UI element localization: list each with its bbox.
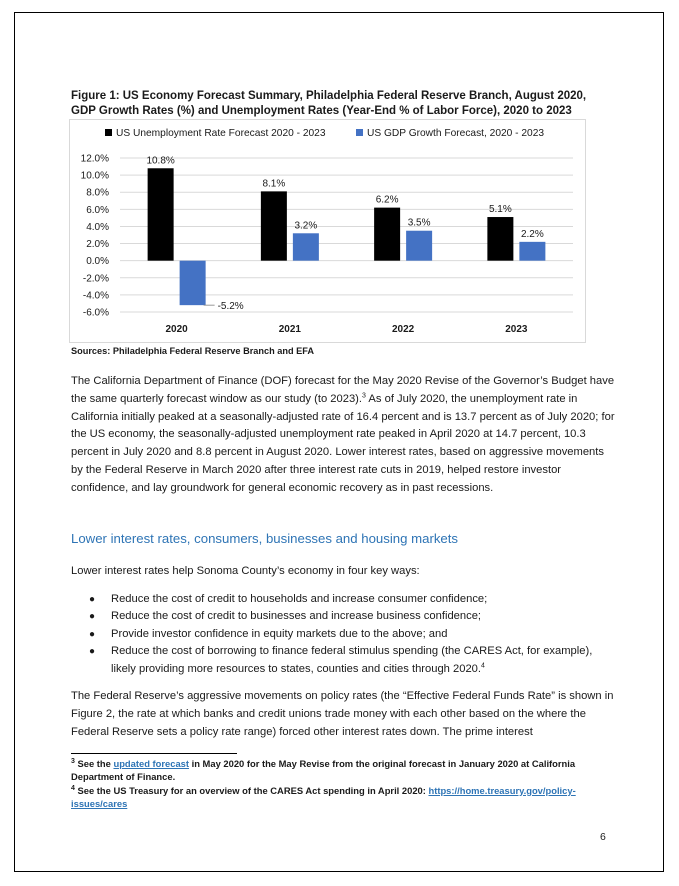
x-category-label: 2021 — [278, 324, 301, 335]
y-tick-label: -4.0% — [82, 290, 109, 302]
data-label: 10.8% — [146, 155, 175, 167]
data-label: 2.2% — [520, 228, 544, 240]
y-tick-label: 8.0% — [86, 187, 109, 199]
y-tick-label: 4.0% — [86, 221, 109, 233]
data-label: 3.5% — [407, 217, 431, 229]
chart-legend — [105, 128, 544, 139]
unemployment-bar — [487, 217, 513, 261]
chart-frame — [69, 119, 586, 343]
paragraph-dof-forecast — [71, 373, 616, 498]
y-tick-label: -2.0% — [82, 273, 109, 285]
figure-sources: Sources: Philadelphia Federal Reserve Branch and EFA — [71, 346, 315, 356]
paragraph-text: As of July 2020, the unemployment rate in California initially peaked at a seasonally-adjusted rate of 16.4 percent and is 13.7 percent as of July 2020; for the US economy, the seasonally-adjusted unemployment rate peaked in April 2020 at 14.7 percent, 10.3 percent in July 2020 and 8.8 percent in August 2020. Lower interest rates, based on aggressive movements by the Federal Reserve in March 2020 after three interest rate cuts in 2019, helped restore investor confidence, and lay groundwork for general economic recovery as in past recessions. — [71, 392, 615, 494]
y-tick-label: -6.0% — [82, 307, 109, 319]
data-label: 3.2% — [294, 220, 318, 232]
list-item-text: Reduce the cost of borrowing to finance federal stimulus spending (the CARES Act, for example), likely providing more resources to states, counties and cities through 2020. — [111, 645, 593, 675]
data-label: 6.2% — [375, 194, 399, 206]
page-number: 6 — [600, 831, 606, 843]
legend-label-unemployment: US Unemployment Rate Forecast 2020 - 2023 — [116, 128, 326, 139]
unemployment-bar — [261, 191, 287, 260]
bullet-icon: ● — [89, 611, 96, 623]
paragraph-federal-reserve: The Federal Reserve’s aggressive movements on policy rates (the “Effective Federal Funds Rate” is shown in Figure 2, the rate at which banks and credit unions trade money with each other based on the where the Federal Reserve sets a policy rate range) forced other interest rates down. The prime interest — [71, 690, 614, 738]
list-item — [89, 626, 619, 643]
paragraph-intro-ways: Lower interest rates help Sonoma County’s economy in four key ways: — [71, 565, 420, 577]
updated-forecast-link[interactable]: updated forecast — [113, 758, 190, 769]
data-label: -5.2% — [217, 301, 244, 313]
footnote-3 — [71, 757, 616, 784]
legend-swatch-gdp — [356, 129, 363, 136]
x-category-label: 2020 — [165, 324, 188, 335]
footnote-number: 4 — [71, 784, 75, 792]
list-item-text: Reduce the cost of credit to businesses and increase business confidence; — [111, 610, 482, 623]
y-tick-label: 12.0% — [80, 153, 109, 165]
gdp-bar — [406, 231, 432, 261]
bullet-icon: ● — [89, 594, 96, 605]
legend-label-gdp: US GDP Growth Forecast, 2020 - 2023 — [367, 128, 545, 139]
list-item-text: Reduce the cost of credit to households and increase consumer confidence; — [111, 593, 488, 605]
footnote-text: See the US Treasury for an overview of the CARES Act spending in April 2020: — [74, 784, 429, 796]
footnote-number: 3 — [71, 757, 75, 765]
footnotes — [71, 757, 616, 810]
list-item — [89, 591, 619, 608]
data-label: 5.1% — [488, 204, 512, 216]
treasury-cares-link[interactable]: https://home.treasury.gov/policy-issues/cares — [71, 784, 576, 809]
y-tick-label: 10.0% — [80, 170, 109, 182]
gdp-bar — [519, 242, 545, 261]
footnote-ref-3[interactable]: 3 — [362, 392, 366, 400]
bullet-icon: ● — [89, 646, 96, 658]
footnote-text: See the — [74, 758, 114, 769]
unemployment-bar — [148, 168, 174, 260]
unemployment-bar — [374, 208, 400, 261]
list-item-text: Provide investor confidence in equity markets due to the above; and — [111, 627, 448, 640]
gdp-bar — [180, 261, 206, 305]
forecast-bar-chart — [70, 120, 585, 342]
gdp-bar — [293, 233, 319, 260]
section-heading: Lower interest rates, consumers, businesses and housing markets — [71, 531, 459, 546]
legend-swatch-unemployment — [105, 129, 112, 136]
paragraph-text: The California Department of Finance (DOF) forecast for the May 2020 Revise of the Governor’s Budget have the same quarterly forecast window as our study (to 2023). — [71, 375, 615, 405]
bullet-list — [89, 591, 619, 678]
y-tick-label: 2.0% — [86, 239, 109, 251]
footnote-text: in May 2020 for the May Revise from the original forecast in January 2020 at California Department of Finance. — [71, 758, 576, 783]
data-label: 8.1% — [262, 178, 286, 190]
list-item — [89, 608, 619, 625]
list-item — [89, 643, 619, 678]
footnote-4 — [71, 784, 616, 811]
x-category-label: 2022 — [392, 324, 415, 335]
x-category-label: 2023 — [505, 324, 528, 335]
bullet-icon: ● — [89, 628, 96, 640]
footnote-divider — [71, 753, 237, 754]
footnote-ref-4[interactable]: 4 — [481, 661, 485, 669]
figure-caption: Figure 1: US Economy Forecast Summary, Philadelphia Federal Reserve Branch, August 2020, GDP Growth Rates (%) and Unemployment Rates (Year-End % of Labor Force), 2020 to 2023 — [71, 90, 587, 117]
y-tick-label: 0.0% — [86, 256, 109, 268]
y-tick-label: 6.0% — [86, 204, 109, 216]
